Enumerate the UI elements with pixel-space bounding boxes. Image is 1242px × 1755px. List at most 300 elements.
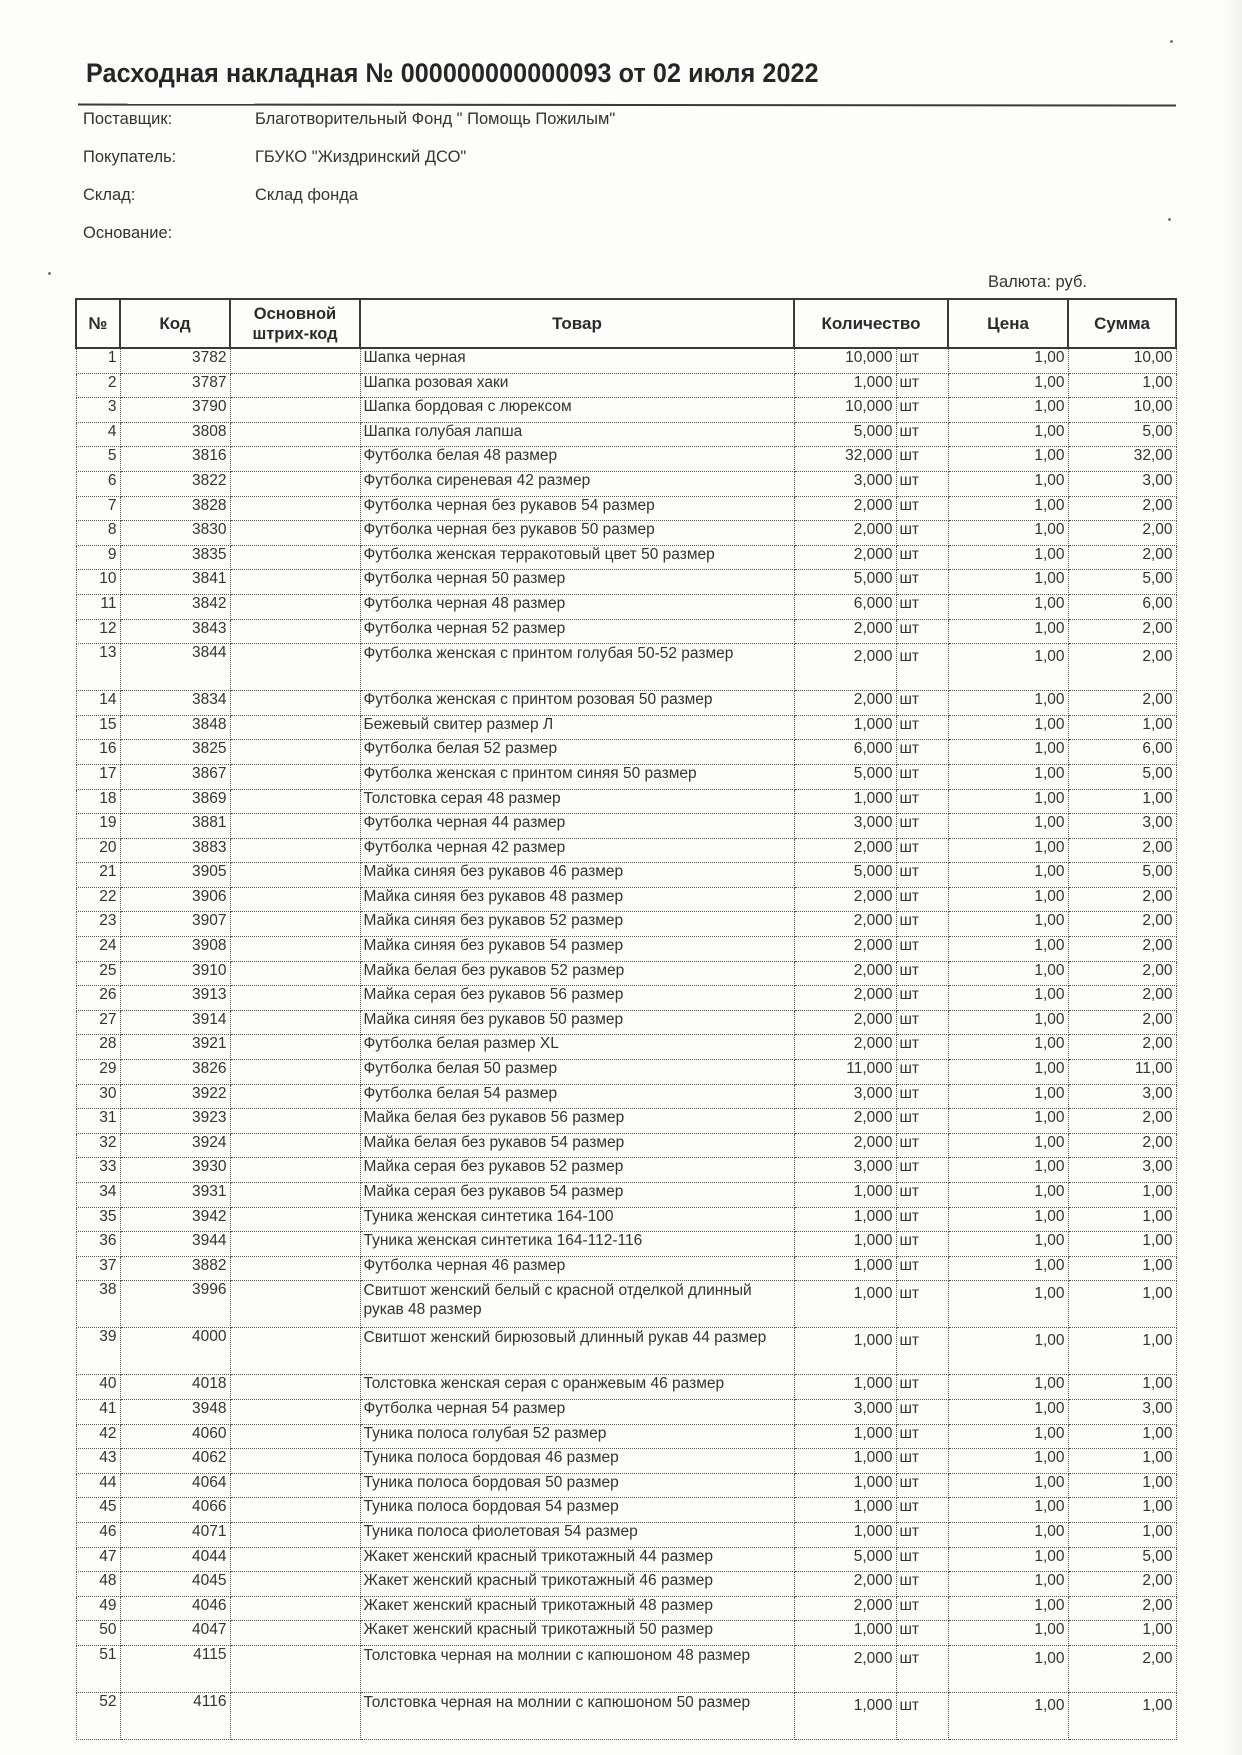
item-price: 1,00 xyxy=(948,1256,1068,1281)
item-code: 3906 xyxy=(120,887,230,912)
item-price: 1,00 xyxy=(948,619,1068,644)
item-barcode xyxy=(230,1498,360,1523)
table-row xyxy=(76,1596,1176,1621)
item-unit: шт xyxy=(896,814,948,839)
item-quantity: 2,000 xyxy=(794,1572,896,1597)
item-quantity: 2,000 xyxy=(794,644,896,691)
item-name: Шапка черная xyxy=(360,348,794,373)
item-price: 1,00 xyxy=(948,1596,1068,1621)
table-row xyxy=(76,912,1176,937)
item-barcode xyxy=(230,1572,360,1597)
item-barcode xyxy=(230,764,360,789)
item-price: 1,00 xyxy=(948,1498,1068,1523)
row-number: 4 xyxy=(76,422,120,447)
item-barcode xyxy=(230,594,360,619)
item-price: 1,00 xyxy=(948,1424,1068,1449)
item-price: 1,00 xyxy=(948,1035,1068,1060)
item-sum: 1,00 xyxy=(1068,1207,1176,1232)
item-unit: шт xyxy=(896,1207,948,1232)
item-unit: шт xyxy=(896,789,948,814)
row-number: 51 xyxy=(76,1645,120,1692)
item-price: 1,00 xyxy=(948,814,1068,839)
row-number: 28 xyxy=(76,1035,120,1060)
item-quantity: 3,000 xyxy=(794,1399,896,1424)
item-price: 1,00 xyxy=(948,1692,1068,1739)
row-number: 39 xyxy=(76,1328,120,1375)
item-unit: шт xyxy=(896,1256,948,1281)
item-unit: шт xyxy=(896,887,948,912)
item-price: 1,00 xyxy=(948,1522,1068,1547)
item-quantity: 1,000 xyxy=(794,1328,896,1375)
item-price: 1,00 xyxy=(948,447,1068,472)
scan-speck xyxy=(1170,40,1173,43)
table-row xyxy=(76,1060,1176,1085)
item-quantity: 3,000 xyxy=(794,1158,896,1183)
row-number: 19 xyxy=(76,814,120,839)
table-row xyxy=(76,1281,1176,1328)
header-price: Цена xyxy=(948,299,1068,348)
table-header-row xyxy=(76,299,1176,348)
item-price: 1,00 xyxy=(948,986,1068,1011)
item-code: 3883 xyxy=(120,838,230,863)
row-number: 17 xyxy=(76,764,120,789)
item-name: Жакет женский красный трикотажный 48 размер xyxy=(360,1596,794,1621)
item-barcode xyxy=(230,961,360,986)
row-number: 50 xyxy=(76,1621,120,1646)
table-row xyxy=(76,1547,1176,1572)
item-price: 1,00 xyxy=(948,570,1068,595)
row-number: 12 xyxy=(76,619,120,644)
row-number: 21 xyxy=(76,863,120,888)
header-quantity: Количество xyxy=(794,299,948,348)
row-number: 18 xyxy=(76,789,120,814)
item-sum: 2,00 xyxy=(1068,887,1176,912)
item-code: 4062 xyxy=(120,1449,230,1474)
table-row xyxy=(76,715,1176,740)
row-number: 38 xyxy=(76,1281,120,1328)
item-barcode xyxy=(230,1133,360,1158)
item-code: 3835 xyxy=(120,545,230,570)
item-unit: шт xyxy=(896,1596,948,1621)
item-quantity: 5,000 xyxy=(794,764,896,789)
item-name: Майка синяя без рукавов 54 размер xyxy=(360,937,794,962)
table-row xyxy=(76,1692,1176,1739)
item-price: 1,00 xyxy=(948,1109,1068,1134)
item-code: 4046 xyxy=(120,1596,230,1621)
item-unit: шт xyxy=(896,1572,948,1597)
item-sum: 32,00 xyxy=(1068,447,1176,472)
item-barcode xyxy=(230,1692,360,1739)
table-row xyxy=(76,691,1176,716)
item-barcode xyxy=(230,644,360,691)
item-quantity: 5,000 xyxy=(794,422,896,447)
item-code: 3828 xyxy=(120,496,230,521)
item-quantity: 2,000 xyxy=(794,545,896,570)
item-unit: шт xyxy=(896,1232,948,1257)
item-code: 4044 xyxy=(120,1547,230,1572)
table-row xyxy=(76,1183,1176,1208)
item-name: Футболка черная 46 размер xyxy=(360,1256,794,1281)
item-sum: 2,00 xyxy=(1068,691,1176,716)
row-number: 16 xyxy=(76,740,120,765)
item-unit: шт xyxy=(896,1692,948,1739)
item-name: Футболка белая 52 размер xyxy=(360,740,794,765)
item-sum: 5,00 xyxy=(1068,422,1176,447)
row-number: 3 xyxy=(76,398,120,423)
table-row xyxy=(76,1035,1176,1060)
item-quantity: 10,000 xyxy=(794,348,896,373)
row-number: 44 xyxy=(76,1473,120,1498)
item-barcode xyxy=(230,814,360,839)
item-name: Майка серая без рукавов 54 размер xyxy=(360,1183,794,1208)
item-barcode xyxy=(230,1084,360,1109)
table-row xyxy=(76,1621,1176,1646)
header-sum: Сумма xyxy=(1068,299,1176,348)
item-code: 3948 xyxy=(120,1399,230,1424)
table-row xyxy=(76,961,1176,986)
row-number: 27 xyxy=(76,1010,120,1035)
item-sum: 2,00 xyxy=(1068,1596,1176,1621)
item-name: Футболка белая 48 размер xyxy=(360,447,794,472)
item-code: 3834 xyxy=(120,691,230,716)
item-quantity: 2,000 xyxy=(794,1596,896,1621)
item-sum: 2,00 xyxy=(1068,912,1176,937)
item-sum: 1,00 xyxy=(1068,1498,1176,1523)
item-sum: 2,00 xyxy=(1068,1133,1176,1158)
item-barcode xyxy=(230,1109,360,1134)
item-price: 1,00 xyxy=(948,422,1068,447)
item-code: 4000 xyxy=(120,1328,230,1375)
item-quantity: 2,000 xyxy=(794,838,896,863)
item-barcode xyxy=(230,1473,360,1498)
item-name: Футболка сиреневая 42 размер xyxy=(360,471,794,496)
item-quantity: 1,000 xyxy=(794,1375,896,1400)
item-unit: шт xyxy=(896,937,948,962)
item-name: Туника женская синтетика 164-100 xyxy=(360,1207,794,1232)
item-price: 1,00 xyxy=(948,863,1068,888)
table-row xyxy=(76,740,1176,765)
item-price: 1,00 xyxy=(948,471,1068,496)
row-number: 43 xyxy=(76,1449,120,1474)
item-code: 3842 xyxy=(120,594,230,619)
item-name: Шапка голубая лапша xyxy=(360,422,794,447)
item-barcode xyxy=(230,912,360,937)
item-quantity: 1,000 xyxy=(794,1522,896,1547)
item-code: 3908 xyxy=(120,937,230,962)
item-code: 3825 xyxy=(120,740,230,765)
item-unit: шт xyxy=(896,1084,948,1109)
item-price: 1,00 xyxy=(948,691,1068,716)
item-barcode xyxy=(230,1645,360,1692)
item-quantity: 1,000 xyxy=(794,1183,896,1208)
item-quantity: 2,000 xyxy=(794,937,896,962)
row-number: 30 xyxy=(76,1084,120,1109)
item-unit: шт xyxy=(896,691,948,716)
item-name: Свитшот женский бирюзовый длинный рукав 44 размер xyxy=(360,1328,794,1375)
item-unit: шт xyxy=(896,496,948,521)
item-quantity: 2,000 xyxy=(794,496,896,521)
buyer-label: Покупатель: xyxy=(83,148,177,166)
item-code: 4066 xyxy=(120,1498,230,1523)
item-quantity: 2,000 xyxy=(794,619,896,644)
row-number: 40 xyxy=(76,1375,120,1400)
item-sum: 1,00 xyxy=(1068,1256,1176,1281)
item-barcode xyxy=(230,1547,360,1572)
item-sum: 2,00 xyxy=(1068,496,1176,521)
row-number: 41 xyxy=(76,1399,120,1424)
item-name: Футболка черная без рукавов 50 размер xyxy=(360,521,794,546)
item-price: 1,00 xyxy=(948,1084,1068,1109)
item-quantity: 1,000 xyxy=(794,715,896,740)
item-barcode xyxy=(230,1375,360,1400)
item-price: 1,00 xyxy=(948,1060,1068,1085)
item-unit: шт xyxy=(896,1133,948,1158)
item-name: Футболка черная 48 размер xyxy=(360,594,794,619)
item-price: 1,00 xyxy=(948,740,1068,765)
item-price: 1,00 xyxy=(948,1621,1068,1646)
item-name: Футболка белая 50 размер xyxy=(360,1060,794,1085)
item-code: 3843 xyxy=(120,619,230,644)
item-code: 3787 xyxy=(120,373,230,398)
item-barcode xyxy=(230,1621,360,1646)
item-name: Толстовка серая 48 размер xyxy=(360,789,794,814)
item-barcode xyxy=(230,422,360,447)
item-name: Свитшот женский белый с красной отделкой длинный рукав 48 размер xyxy=(360,1281,794,1328)
item-price: 1,00 xyxy=(948,1473,1068,1498)
item-code: 3923 xyxy=(120,1109,230,1134)
item-sum: 3,00 xyxy=(1068,1158,1176,1183)
item-quantity: 1,000 xyxy=(794,789,896,814)
item-barcode xyxy=(230,838,360,863)
item-sum: 5,00 xyxy=(1068,1547,1176,1572)
item-unit: шт xyxy=(896,545,948,570)
table-row xyxy=(76,838,1176,863)
item-sum: 3,00 xyxy=(1068,814,1176,839)
item-sum: 1,00 xyxy=(1068,1522,1176,1547)
table-row xyxy=(76,644,1176,691)
table-row xyxy=(76,814,1176,839)
table-row xyxy=(76,789,1176,814)
item-sum: 2,00 xyxy=(1068,937,1176,962)
table-row xyxy=(76,1645,1176,1692)
item-name: Футболка черная 54 размер xyxy=(360,1399,794,1424)
table-row xyxy=(76,1572,1176,1597)
table-row xyxy=(76,764,1176,789)
item-name: Туника полоса бордовая 54 размер xyxy=(360,1498,794,1523)
item-sum: 1,00 xyxy=(1068,789,1176,814)
supplier-label: Поставщик: xyxy=(83,110,173,128)
item-quantity: 2,000 xyxy=(794,912,896,937)
item-barcode xyxy=(230,1522,360,1547)
item-barcode xyxy=(230,447,360,472)
row-number: 46 xyxy=(76,1522,120,1547)
row-number: 45 xyxy=(76,1498,120,1523)
supplier-value: Благотворительный Фонд " Помощь Пожилым" xyxy=(255,110,616,128)
item-barcode xyxy=(230,1596,360,1621)
item-sum: 2,00 xyxy=(1068,838,1176,863)
currency-label: Валюта: руб. xyxy=(988,273,1087,291)
item-sum: 2,00 xyxy=(1068,1109,1176,1134)
item-unit: шт xyxy=(896,1449,948,1474)
item-unit: шт xyxy=(896,863,948,888)
item-sum: 1,00 xyxy=(1068,1232,1176,1257)
item-name: Футболка черная 44 размер xyxy=(360,814,794,839)
item-price: 1,00 xyxy=(948,1375,1068,1400)
item-unit: шт xyxy=(896,961,948,986)
item-name: Футболка белая размер XL xyxy=(360,1035,794,1060)
item-code: 3996 xyxy=(120,1281,230,1328)
item-name: Футболка женская с принтом синяя 50 размер xyxy=(360,764,794,789)
item-quantity: 2,000 xyxy=(794,1035,896,1060)
item-sum: 2,00 xyxy=(1068,1572,1176,1597)
item-quantity: 1,000 xyxy=(794,1498,896,1523)
item-code: 3910 xyxy=(120,961,230,986)
item-code: 3882 xyxy=(120,1256,230,1281)
item-sum: 3,00 xyxy=(1068,1084,1176,1109)
item-code: 4116 xyxy=(120,1692,230,1739)
row-number: 13 xyxy=(76,644,120,691)
item-price: 1,00 xyxy=(948,715,1068,740)
item-quantity: 1,000 xyxy=(794,1692,896,1739)
item-code: 3867 xyxy=(120,764,230,789)
row-number: 31 xyxy=(76,1109,120,1134)
item-price: 1,00 xyxy=(948,1281,1068,1328)
table-row xyxy=(76,373,1176,398)
item-price: 1,00 xyxy=(948,644,1068,691)
item-sum: 5,00 xyxy=(1068,570,1176,595)
item-price: 1,00 xyxy=(948,1572,1068,1597)
item-price: 1,00 xyxy=(948,496,1068,521)
item-code: 3924 xyxy=(120,1133,230,1158)
item-sum: 2,00 xyxy=(1068,545,1176,570)
item-code: 3826 xyxy=(120,1060,230,1085)
item-code: 3922 xyxy=(120,1084,230,1109)
item-unit: шт xyxy=(896,570,948,595)
item-unit: шт xyxy=(896,373,948,398)
item-name: Туника женская синтетика 164-112-116 xyxy=(360,1232,794,1257)
item-barcode xyxy=(230,1399,360,1424)
item-quantity: 6,000 xyxy=(794,740,896,765)
item-barcode xyxy=(230,1010,360,1035)
item-name: Футболка черная 50 размер xyxy=(360,570,794,595)
item-quantity: 5,000 xyxy=(794,1547,896,1572)
row-number: 2 xyxy=(76,373,120,398)
row-number: 25 xyxy=(76,961,120,986)
item-code: 3822 xyxy=(120,471,230,496)
table-row xyxy=(76,619,1176,644)
item-sum: 6,00 xyxy=(1068,594,1176,619)
item-barcode xyxy=(230,1328,360,1375)
row-number: 26 xyxy=(76,986,120,1011)
item-sum: 10,00 xyxy=(1068,348,1176,373)
item-name: Майка серая без рукавов 52 размер xyxy=(360,1158,794,1183)
item-code: 3931 xyxy=(120,1183,230,1208)
item-quantity: 2,000 xyxy=(794,691,896,716)
item-price: 1,00 xyxy=(948,1399,1068,1424)
item-unit: шт xyxy=(896,521,948,546)
item-price: 1,00 xyxy=(948,764,1068,789)
item-unit: шт xyxy=(896,1399,948,1424)
item-sum: 1,00 xyxy=(1068,1281,1176,1328)
table-row xyxy=(76,1232,1176,1257)
item-quantity: 2,000 xyxy=(794,887,896,912)
item-unit: шт xyxy=(896,594,948,619)
item-price: 1,00 xyxy=(948,1183,1068,1208)
items-table xyxy=(75,298,1177,1740)
table-row xyxy=(76,1375,1176,1400)
item-sum: 2,00 xyxy=(1068,644,1176,691)
item-code: 3830 xyxy=(120,521,230,546)
item-unit: шт xyxy=(896,644,948,691)
table-row xyxy=(76,447,1176,472)
item-quantity: 2,000 xyxy=(794,961,896,986)
row-number: 14 xyxy=(76,691,120,716)
basis-label: Основание: xyxy=(83,224,173,242)
item-unit: шт xyxy=(896,422,948,447)
item-sum: 3,00 xyxy=(1068,471,1176,496)
item-price: 1,00 xyxy=(948,887,1068,912)
item-barcode xyxy=(230,1207,360,1232)
item-unit: шт xyxy=(896,740,948,765)
item-code: 3942 xyxy=(120,1207,230,1232)
header-code: Код xyxy=(120,299,230,348)
row-number: 1 xyxy=(76,348,120,373)
item-sum: 1,00 xyxy=(1068,1424,1176,1449)
item-name: Бежевый свитер размер Л xyxy=(360,715,794,740)
item-price: 1,00 xyxy=(948,961,1068,986)
row-number: 49 xyxy=(76,1596,120,1621)
item-barcode xyxy=(230,1449,360,1474)
item-price: 1,00 xyxy=(948,937,1068,962)
item-quantity: 1,000 xyxy=(794,1207,896,1232)
item-name: Туника полоса фиолетовая 54 размер xyxy=(360,1522,794,1547)
item-unit: шт xyxy=(896,1281,948,1328)
item-unit: шт xyxy=(896,1547,948,1572)
item-price: 1,00 xyxy=(948,1328,1068,1375)
item-sum: 5,00 xyxy=(1068,764,1176,789)
item-unit: шт xyxy=(896,471,948,496)
item-code: 3913 xyxy=(120,986,230,1011)
item-quantity: 11,000 xyxy=(794,1060,896,1085)
scan-speck xyxy=(48,272,51,275)
row-number: 15 xyxy=(76,715,120,740)
row-number: 5 xyxy=(76,447,120,472)
table-row xyxy=(76,986,1176,1011)
item-name: Футболка белая 54 размер xyxy=(360,1084,794,1109)
item-price: 1,00 xyxy=(948,348,1068,373)
item-sum: 2,00 xyxy=(1068,619,1176,644)
item-code: 3930 xyxy=(120,1158,230,1183)
table-body xyxy=(76,348,1176,1739)
item-name: Толстовка черная на молнии с капюшоном 50 размер xyxy=(360,1692,794,1739)
item-name: Майка белая без рукавов 56 размер xyxy=(360,1109,794,1134)
item-name: Майка серая без рукавов 56 размер xyxy=(360,986,794,1011)
item-price: 1,00 xyxy=(948,1645,1068,1692)
item-unit: шт xyxy=(896,1645,948,1692)
item-barcode xyxy=(230,740,360,765)
item-barcode xyxy=(230,619,360,644)
item-unit: шт xyxy=(896,1498,948,1523)
item-name: Туника полоса бордовая 50 размер xyxy=(360,1473,794,1498)
table-row xyxy=(76,1207,1176,1232)
row-number: 9 xyxy=(76,545,120,570)
item-quantity: 1,000 xyxy=(794,1232,896,1257)
row-number: 7 xyxy=(76,496,120,521)
item-sum: 2,00 xyxy=(1068,521,1176,546)
item-quantity: 2,000 xyxy=(794,1645,896,1692)
item-name: Шапка бордовая с люрексом xyxy=(360,398,794,423)
table-row xyxy=(76,1010,1176,1035)
